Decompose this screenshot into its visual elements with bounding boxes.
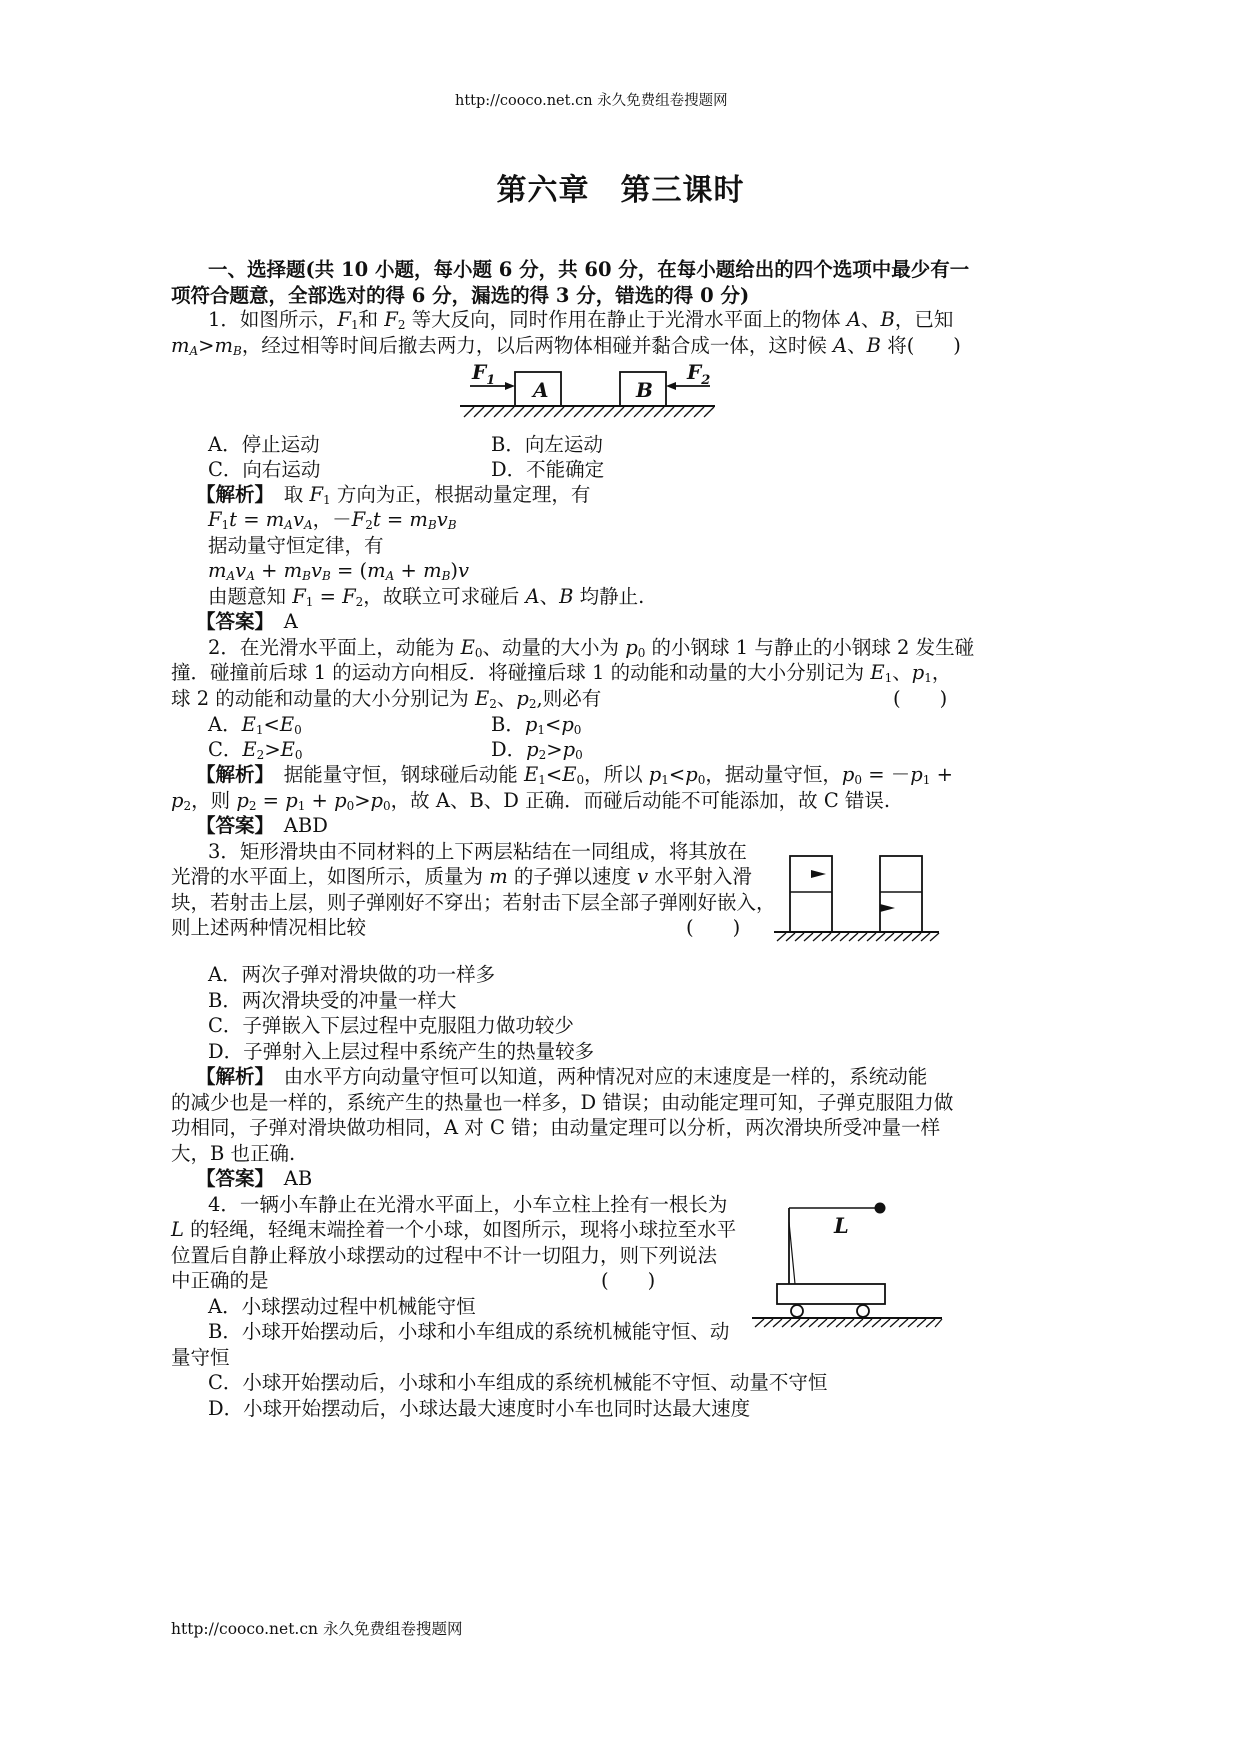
q1-analysis-line3: 据动量守恒定律，有 (208, 534, 384, 557)
q3-stem-line4: 则上述两种情况相比较 (171, 916, 367, 939)
q3-answer: 【答案】 AB (196, 1167, 313, 1190)
q3-option-b: B．两次滑块受的冲量一样大 (208, 989, 457, 1012)
footer-site-link[interactable]: http://cooco.net.cn (171, 1620, 319, 1638)
bullet-upper (811, 870, 826, 878)
q2-analysis-line1: 【解析】 据能量守恒，钢球碰后动能 $E_1<E_0$，所以 $p_1<p_0$，据动量守恒，$p_0 = -p_1$ + (196, 763, 953, 787)
block-b-label: B (636, 378, 653, 402)
q4-stem-line3: 位置后自静止释放小球摆动的过程中不计一切阻力，则下列说法 (171, 1244, 718, 1267)
slider-block-1 (790, 856, 832, 932)
q3-analysis-line2: 的减少也是一样的，系统产生的热量也一样多，D 错误；由动能定理可知，子弹克服阻力做 (171, 1091, 954, 1114)
force-f2-label: $F_2$ (687, 360, 711, 388)
q1-option-b: B．向左运动 (491, 433, 603, 456)
q2-analysis-line2: $p_2$，则 $p_2 = p_1 + p_0>p_0$，故 A、B、D 正确．而碰后动能不可能添加，故 C 错误. (171, 789, 891, 813)
q2-blank: ( ) (893, 687, 948, 710)
q3-option-c: C．子弹嵌入下层过程中克服阻力做功较少 (208, 1014, 574, 1037)
q2-option-d: D．$p_2>p_0$ (491, 738, 583, 762)
q4-stem-line4: 中正确的是 (171, 1269, 269, 1292)
block-a-label: A (533, 378, 549, 402)
q2-option-c: C．$E_2>E_0$ (208, 738, 303, 762)
q3-blank: ( ) (686, 916, 741, 939)
q2-option-b: B．$p_1<p_0$ (491, 713, 582, 737)
section-intro-line1: 一、选择题(共 10 小题，每小题 6 分，共 60 分，在每小题给出的四个选项中最少有一 (208, 258, 970, 281)
force-f1-arrow (505, 382, 515, 390)
q3-analysis-line4: 大，B 也正确. (171, 1142, 296, 1165)
q4-option-b-line1: B．小球开始摆动后，小球和小车组成的系统机械能守恒、动 (208, 1320, 730, 1343)
force-f1-label: $F_1$ (472, 360, 496, 388)
q4-option-a: A．小球摆动过程中机械能守恒 (208, 1295, 476, 1318)
q1-ground-hatch (464, 407, 714, 417)
q4-option-c: C．小球开始摆动后，小球和小车组成的系统机械能不守恒、动量不守恒 (208, 1371, 828, 1394)
force-f2-arrow (666, 382, 676, 390)
q4-option-b-line2: 量守恒 (171, 1346, 230, 1369)
slider-block-2 (880, 856, 922, 932)
q1-option-d: D．不能确定 (491, 458, 605, 481)
q4-stem-line1: 4．一辆小车静止在光滑水平面上，小车立柱上拴有一根长为 (208, 1193, 728, 1216)
header-site-link[interactable]: http://cooco.net.cn (455, 93, 593, 109)
pendulum-ball (875, 1203, 886, 1214)
q1-analysis-line1: 【解析】 取 $F_1$ 方向为正，根据动量定理，有 (196, 483, 591, 507)
cart-body (777, 1284, 885, 1304)
q1-answer: 【答案】 A (196, 610, 298, 633)
q2-stem-line2: 撞．碰撞前后球 1 的运动方向相反．将碰撞后球 1 的动能和动量的大小分别记为 $E_1$、$p_1$， (171, 661, 952, 685)
q3-stem-line3: 块，若射击上层，则子弹刚好不穿出；若射击下层全部子弹刚好嵌入， (171, 891, 776, 914)
q3-stem-line2: 光滑的水平面上，如图所示，质量为 m 的子弹以速度 v 水平射入滑 (171, 865, 752, 888)
q3-figure (774, 848, 949, 948)
page-footer (171, 1617, 462, 1639)
q4-figure (752, 1194, 952, 1334)
cart-wheel-right (857, 1305, 869, 1317)
q3-analysis-line3: 功相同，子弹对滑块做功相同，A 对 C 错；由动量定理可以分析，两次滑块所受冲量一样 (171, 1116, 941, 1139)
q3-analysis-line1: 【解析】 由水平方向动量守恒可以知道，两种情况对应的末速度是一样的，系统动能 (196, 1065, 928, 1088)
cart-wheel-left (791, 1305, 803, 1317)
q2-option-a: A．$E_1<E_0$ (208, 713, 302, 737)
q1-analysis-eq1: $F_1t = m_Av_A$，$-F_2t = m_Bv_B$ (208, 508, 457, 532)
q1-stem-line1: 1．如图所示，$F_1$和 $F_2$ 等大反向，同时作用在静止于光滑水平面上的物体 A、B，已知 (208, 308, 954, 332)
q3-option-d: D．子弹射入上层过程中系统产生的热量较多 (208, 1040, 595, 1063)
page-title: 第六章 第三课时 (496, 173, 745, 208)
q1-option-a: A．停止运动 (208, 433, 320, 456)
q1-stem-line2: $m_A>m_B$，经过相等时间后撤去两力，以后两物体相碰并黏合成一体，这时候 A、B 将( ) (171, 334, 961, 358)
q1-option-c: C．向右运动 (208, 458, 321, 481)
section-intro-line2: 项符合题意，全部选对的得 6 分，漏选的得 3 分，错选的得 0 分) (171, 284, 750, 307)
q2-answer: 【答案】 ABD (196, 814, 328, 837)
q1-figure (460, 360, 720, 425)
q1-analysis-eq2: $m_Av_A + m_Bv_B = (m_A + m_B)v$ (208, 559, 470, 583)
q2-stem-line1: 2．在光滑水平面上，动能为 $E_0$、动量的大小为 $p_0$ 的小钢球 1 与静止的小钢球 2 发生碰 (208, 636, 975, 660)
q3-option-a: A．两次子弹对滑块做的功一样多 (208, 963, 496, 986)
header-slogan: 永久免费组卷搜题网 (597, 93, 728, 109)
rope-length-label: L (834, 1213, 849, 1238)
page-header (455, 89, 728, 110)
q4-stem-line2: L 的轻绳，轻绳末端拴着一个小球，如图所示，现将小球拉至水平 (171, 1218, 737, 1241)
q4-blank: ( ) (601, 1269, 656, 1292)
q4-option-d: D．小球开始摆动后，小球达最大速度时小车也同时达最大速度 (208, 1397, 751, 1420)
bullet-lower (880, 904, 895, 912)
q3-stem-line1: 3．矩形滑块由不同材料的上下两层粘结在一同组成，将其放在 (208, 840, 747, 863)
footer-slogan: 永久免费组卷搜题网 (322, 1620, 463, 1638)
q1-analysis-line5: 由题意知 $F_1 = F_2$，故联立可求碰后 A、B 均静止. (208, 585, 645, 609)
q2-stem-line3: 球 2 的动能和动量的大小分别记为 $E_2$、$p_2$,则必有 (171, 687, 602, 711)
